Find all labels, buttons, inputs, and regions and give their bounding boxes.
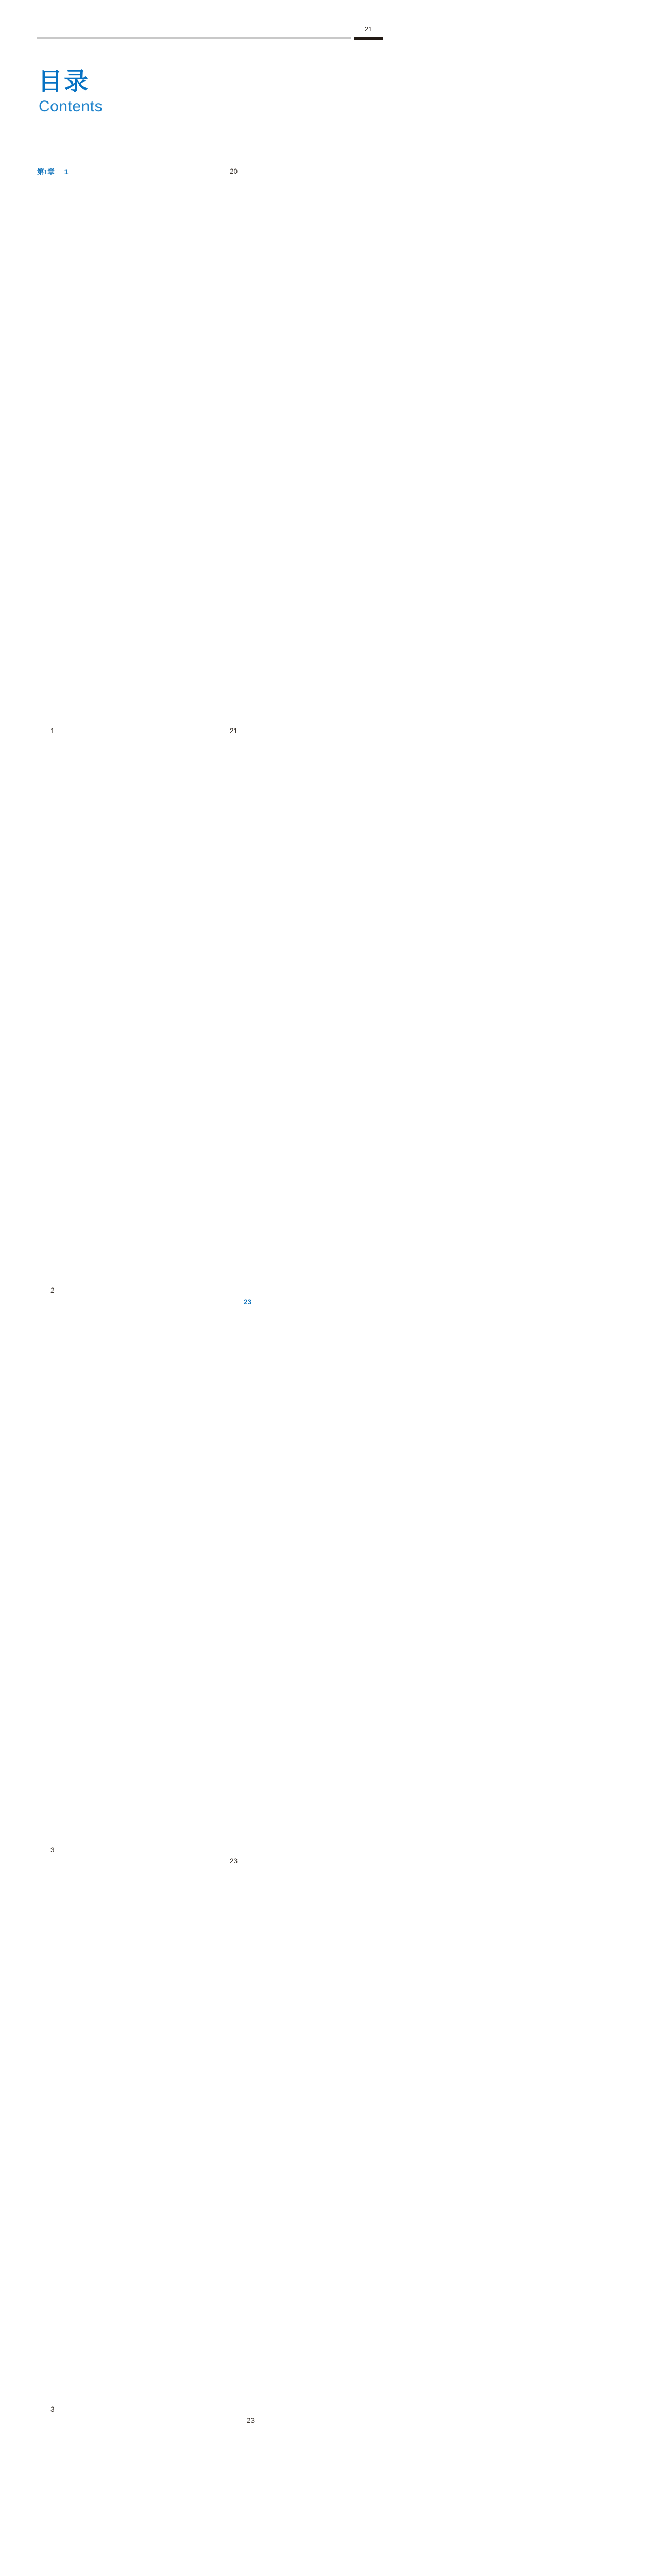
toc-column-right: [216, 166, 381, 2576]
toc-entry-row: [216, 725, 381, 1285]
page-title-en: Contents: [39, 98, 103, 115]
toc-column-left: [37, 166, 199, 2576]
toc-entry-page: 3: [47, 2404, 463, 2576]
folio-page-number: 21: [364, 25, 373, 33]
header-rule-gray: [37, 37, 351, 39]
toc-columns: [37, 166, 381, 2576]
toc-entry-row: [37, 725, 199, 1285]
toc-entry-page: 1: [61, 166, 477, 725]
toc-entry-page: 2: [47, 1285, 463, 1844]
toc-entry-row: [216, 1856, 381, 2415]
toc-entry-row: [37, 2404, 199, 2576]
toc-entry-page: 1: [47, 725, 463, 1285]
toc-entry-page: 3: [47, 1844, 463, 2404]
header-rule-dark: [354, 37, 383, 40]
toc-entry-page: 21: [227, 725, 642, 1285]
toc-entry-row: [37, 1844, 199, 2404]
page-title-cn: 目录: [38, 67, 90, 95]
toc-entry-page: 23: [227, 1856, 642, 2415]
toc-entry-page: 23: [244, 2415, 659, 2576]
toc-entry-page: 23: [241, 1296, 656, 1856]
toc-chapter-row: [37, 166, 199, 725]
toc-chapter-row: [216, 1296, 381, 1856]
toc-entry-row: [37, 1285, 199, 1844]
toc-entry-page: 20: [227, 166, 642, 725]
toc-chapter-number: 第1章: [37, 168, 55, 176]
toc-entry-row: [216, 166, 381, 725]
